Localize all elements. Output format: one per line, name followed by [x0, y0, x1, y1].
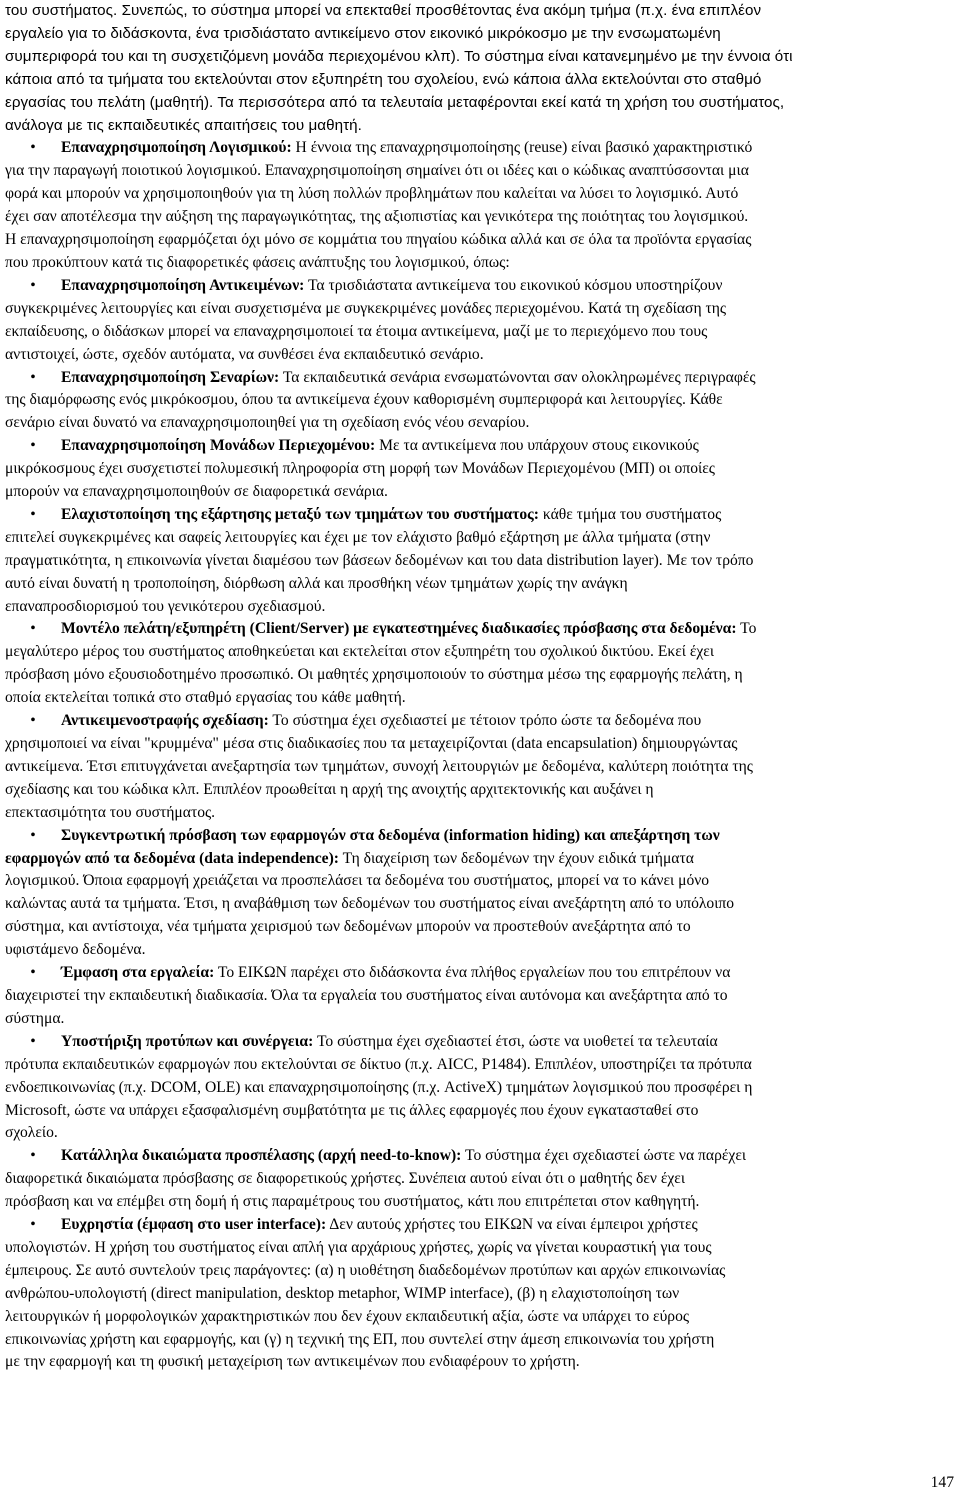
bullet-title: Κατάλληλα δικαιώματα προσπέλασης (αρχή need-to-know): [61, 1147, 462, 1165]
bullet-text-line: λογισμικού. Όποια εφαρμογή χρειάζεται να προσπελάσει τα δεδομένα του συστήματος, μπορεί να το κάνει μόνο [5, 872, 710, 890]
page-number: 147 [930, 1474, 954, 1491]
bullet-standards [5, 1031, 950, 1146]
bullet-text: Με τα αντικείμενα που υπάρχουν στους εικονικούς [375, 437, 699, 455]
bullet-icon: • [30, 437, 36, 455]
bullet-text-line: διαχειριστεί την εκπαιδευτική διαδικασία. Όλα τα εργαλεία του συστήματος είναι αυτόνομα και ανεξάρτητα από το [5, 986, 728, 1004]
bullet-text-line: για την παραγωγή ποιοτικού λογισμικού. Επαναχρησιμοποίηση σημαίνει ότι οι ιδέες και ο κώδικας αναπτύσσονται μια [5, 162, 749, 180]
bullet-text: Το [736, 620, 757, 638]
bullet-text-line: αντικείμενα. Έτσι επιτυγχάνεται ανεξαρτησία των τμημάτων, συνοχή λειτουργιών με δεδομένα, καλύτερη ποιότητα της [5, 757, 753, 775]
bullet-title: Συγκεντρωτική πρόσβαση των εφαρμογών στα δεδομένα (information hiding) και απεξάρτηση των [61, 826, 720, 844]
bullet-title: Αντικειμενοστραφής σχεδίαση: [61, 712, 269, 730]
bullet-text: Τα εκπαιδευτικά σενάρια ενσωματώνονται σαν ολοκληρωμένες περιγραφές [279, 368, 756, 386]
bullet-text: Η έννοια της επαναχρησιμοποίησης (reuse) είναι βασικό χαρακτηριστικό [291, 139, 753, 157]
bullet-icon: • [30, 276, 36, 294]
bullet-text-line: της διαμόρφωσης ενός μικρόκοσμου, όπου τα αντικείμενα έχουν καθορισμένη συμπεριφορά και λειτουργίες. Κάθε [5, 391, 723, 409]
bullet-text-line: ανθρώπου-υπολογιστή (direct manipulation, desktop metaphor, WIMP interface), (β) η ελαχιστοποίηση των [5, 1284, 680, 1302]
bullet-text-line: μπορούν να επαναχρησιμοποιηθούν σε διαφορετικά σενάρια. [5, 483, 388, 501]
bullet-title: Μοντέλο πελάτη/εξυπηρέτη (Client/Server) με εγκατεστημένες διαδικασίες πρόσβασης στα δεδομένα: [61, 620, 737, 638]
bullet-tools [5, 962, 950, 1031]
bullet-text-line: επικοινωνίας χρήστη και εφαρμογής, και (γ) η τεχνική της ΕΠ, που συντελεί στην άμεση επικοινωνία του χρήστη [5, 1330, 715, 1348]
bullet-text-line: επιτελεί συγκεκριμένες και σαφείς λειτουργίες και έχει με τον ελάχιστο βαθμό εξάρτηση με άλλα τμήματα (στην [5, 528, 711, 546]
bullet-text: Δεν αυτούς χρήστες του ΕΙΚΩΝ να είναι έμπειροι χρήστες [326, 1216, 698, 1234]
bullet-scenarios [5, 367, 950, 436]
bullet-text-line: εκπαίδευσης, ο διδάσκων μπορεί να επαναχρησιμοποιεί τα έτοιμα αντικείμενα, μαζί με το περιεχόμενο που τους [5, 322, 708, 340]
bullet-icon: • [30, 139, 36, 157]
bullet-text-line: που προκύπτουν κατά τις διαφορετικές φάσεις ανάπτυξης του λογισμικού, όπως: [5, 253, 510, 271]
bullet-title: Ευχρηστία (έμφαση στο user interface): [61, 1216, 327, 1234]
bullet-text-line: υπολογιστών. Η χρήση του συστήματος είναι απλή για αρχάριους χρήστες, χωρίς να γίνεται κουραστική για τους [5, 1238, 712, 1256]
bullet-text-line: καλώντας αυτά τα τμήματα. Έτσι, η αναβάθμιση των δεδομένων του συστήματος είναι ανεξάρτητη από το υπόλοιπο [5, 895, 735, 913]
bullet-text-line: σύστημα. [5, 1009, 65, 1027]
bullet-client-server [5, 618, 950, 710]
bullet-text-line: με την εφαρμογή και τη φυσική μεταχείριση των αντικειμένων που ενδιαφέρουν το χρήστη. [5, 1353, 580, 1371]
intro-line: εργασίας του πελάτη (μαθητή). Τα περισσότερα από τα τελευταία μεταφέρονται εκεί κατά τη χρήση του συστήματος, [5, 93, 785, 111]
bullet-icon: • [30, 1147, 36, 1165]
bullet-text-line: σχεδίασης και του κώδικα κλπ. Επιπλέον προωθείται η αρχή της ανοιχτής αρχιτεκτονικής και αυξάνει η [5, 780, 654, 798]
intro-line: συμπεριφορά του και τη συσχετιζόμενη μονάδα περιεχομένου κλπ). Το σύστημα είναι κατανεμημένο με την έννοια ότι [5, 47, 793, 65]
intro-line: του συστήματος. Συνεπώς, το σύστημα μπορεί να επεκταθεί προσθέτοντας ένα ακόμη τμήμα (π.χ. ένα επιπλέον [5, 2, 762, 19]
bullet-text-line: σχολείο. [5, 1124, 58, 1142]
bullet-oo-design [5, 710, 950, 825]
intro-line: εργαλείο για το διδάσκοντα, ένα τρισδιάστατο αντικείμενο στον εικονικό μικρόκοσμο με την ενσωματωμένη [5, 24, 721, 42]
bullet-text-line: οποία εκτελείται τοπικά στο σταθμό εργασίας του κάθε μαθητή. [5, 689, 406, 707]
bullet-text-line: χρησιμοποιεί να είναι "κρυμμένα" μέσα στις διαδικασίες που τα μεταχειρίζονται (data encapsulation) δημιουργώντας [5, 735, 738, 752]
bullet-text-line: πρότυπα εκπαιδευτικών εφαρμογών που εκτελούνται σε δίκτυο (π.χ. AICC, P1484). Επιπλέον, υποστηρίζει τα πρότυπα [5, 1055, 752, 1073]
bullet-text-line: μικρόκοσμους έχει συσχετιστεί πολυμεσική πληροφορία στη μορφή των Μονάδων Περιεχομένου (ΜΠ) οι οποίες [5, 460, 715, 478]
bullet-text-line: έχει σαν αποτέλεσμα την αύξηση της παραγωγικότητας, της αξιοπιστίας και γενικότερα της ποιότητας του λογισμικού. [5, 208, 749, 226]
bullet-icon: • [30, 712, 36, 730]
bullet-text-line: Microsoft, ώστε να υπάρχει εξασφαλισμένη συμβατότητα με τις άλλες εφαρμογές που έχουν εγκατασταθεί στο [5, 1101, 699, 1119]
bullet-text-line: επεκτασιμότητα του συστήματος. [5, 803, 216, 821]
bullet-text-line: επαναπροσδιορισμού του γενικότερου σχεδιασμού. [5, 597, 326, 615]
bullet-text: Τη διαχείριση των δεδομένων την έχουν ειδικά τμήματα [339, 849, 694, 867]
bullet-objects [5, 275, 950, 367]
bullet-need-to-know [5, 1145, 950, 1214]
bullet-title: εφαρμογών από τα δεδομένα (data independence): [5, 849, 339, 867]
bullet-title: Υποστήριξη προτύπων και συνέργεια: [61, 1032, 314, 1050]
bullet-text: Το ΕΙΚΩΝ παρέχει στο διδάσκοντα ένα πλήθος εργαλείων που του επιτρέπουν να [214, 964, 731, 982]
bullet-ui [5, 1214, 950, 1374]
bullet-text-line: πραγματικότητα, η επικοινωνία γίνεται διαμέσου των βάσεων δεδομένων και του data distribution layer). Με τον τρόπο [5, 551, 754, 569]
bullet-reuse [5, 137, 950, 274]
bullet-text: Το σύστημα έχει σχεδιαστεί έτσι, ώστε να υιοθετεί τα τελευταία [313, 1032, 718, 1050]
bullet-info-hiding [5, 825, 950, 962]
bullet-text-line: έμπειρους. Σε αυτό συντελούν τρεις παράγοντες: (α) η υιοθέτηση διαδεδομένων προτύπων και αρχών επικοινωνίας [5, 1261, 726, 1279]
bullet-text-line: υφιστάμενο δεδομένα. [5, 941, 146, 959]
bullet-text-line: πρόσβαση και να επέμβει στη δομή ή στις παραμέτρους του συστήματος, κάτι που επιτρέπεται στον καθηγητή. [5, 1193, 700, 1211]
intro-line: κάποια από τα τμήματα του εκτελούνται στον εξυπηρέτη του σχολείου, ενώ κάποια άλλα εκτελούνται στο σταθμό [5, 70, 762, 88]
document-body [5, 0, 950, 1374]
bullet-text-line: σύστημα, και αντίστοιχα, νέα τμήματα χειρισμού των δεδομένων μπορούν να προστεθούν ανεξάρτητα από το [5, 918, 691, 936]
bullet-icon: • [30, 620, 36, 638]
bullet-icon: • [30, 826, 36, 844]
bullet-dependency [5, 504, 950, 619]
bullet-title: Επαναχρησιμοποίηση Σεναρίων: [61, 368, 280, 386]
bullet-icon: • [30, 964, 36, 982]
bullet-text-line: ενδοεπικοινωνίας (π.χ. DCOM, OLE) και επαναχρησιμοποίησης (π.χ. ActiveX) τμημάτων λογισμικού που προσφέρει η [5, 1078, 753, 1096]
bullet-text-line: αντιστοιχεί, ώστε, σχεδόν αυτόματα, να συνθέσει ένα εκπαιδευτικό σενάριο. [5, 345, 484, 363]
bullet-content-units [5, 435, 950, 504]
bullet-text: Το σύστημα έχει σχεδιαστεί με τέτοιον τρόπο ώστε τα δεδομένα που [268, 712, 702, 730]
bullet-icon: • [30, 368, 36, 386]
bullet-icon: • [30, 1216, 36, 1234]
bullet-title: Ελαχιστοποίηση της εξάρτησης μεταξύ των τμημάτων του συστήματος: [61, 505, 539, 523]
bullet-text-line: σενάριο είναι δυνατό να επαναχρησιμοποιηθεί για τη σχεδίαση ενός νέου σεναρίου. [5, 414, 530, 432]
bullet-text-line: αυτό είναι δυνατή η τροποποίηση, διόρθωση αλλά και προσθήκη νέων τμημάτων χωρίς την ανάγκη [5, 574, 628, 592]
bullet-text: Τα τρισδιάστατα αντικείμενα του εικονικού κόσμου υποστηρίζουν [304, 276, 723, 294]
bullet-text-line: Η επαναχρησιμοποίηση εφαρμόζεται όχι μόνο σε κομμάτια του πηγαίου κώδικα αλλά και σε όλα τα προϊόντα εργασίας [5, 231, 752, 249]
bullet-text: Το σύστημα έχει σχεδιαστεί ώστε να παρέχει [461, 1147, 747, 1165]
bullet-text-line: φορά και μπορούν να χρησιμοποιηθούν για τη λύση πολλών προβλημάτων που καλείται να λύσει το λογισμικό. Αυτό [5, 185, 739, 203]
bullet-text: κάθε τμήμα του συστήματος [538, 505, 722, 523]
bullet-icon: • [30, 1032, 36, 1050]
bullet-title: Επαναχρησιμοποίηση Αντικειμένων: [61, 276, 305, 294]
bullet-text-line: συγκεκριμένες λειτουργίες και είναι συσχετισμένα με συγκεκριμένες μονάδες περιεχομένου. Κατά τη σχεδίαση της [5, 299, 727, 317]
bullet-title: Επαναχρησιμοποίηση Λογισμικού: [61, 139, 292, 157]
bullet-title: Έμφαση στα εργαλεία: [61, 964, 215, 982]
bullet-icon: • [30, 505, 36, 523]
bullet-text-line: πρόσβαση μόνο εξουσιοδοτημένο προσωπικό. Οι μαθητές χρησιμοποιούν το σύστημα μέσω της εφαρμογής πελάτη, η [5, 666, 743, 684]
bullet-title: Επαναχρησιμοποίηση Μονάδων Περιεχομένου: [61, 437, 376, 455]
bullet-text-line: διαφορετικά δικαιώματα πρόσβασης σε διαφορετικούς χρήστες. Συνέπεια αυτού είναι ότι ο μαθητής δεν έχει [5, 1170, 686, 1188]
intro-paragraph [5, 0, 950, 137]
bullet-text-line: λειτουργικών ή μορφολογικών χαρακτηριστικών που δεν έχουν εκπαιδευτική αξία, ώστε να υπάρχει το εύρος [5, 1307, 690, 1325]
bullet-text-line: μεγαλύτερο μέρος του συστήματος αποθηκεύεται και εκτελείται στον εξυπηρέτη του σχολικού δικτύου. Εκεί έχει [5, 643, 715, 661]
intro-line: ανάλογα με τις εκπαιδευτικές απαιτήσεις του μαθητή. [5, 116, 362, 134]
